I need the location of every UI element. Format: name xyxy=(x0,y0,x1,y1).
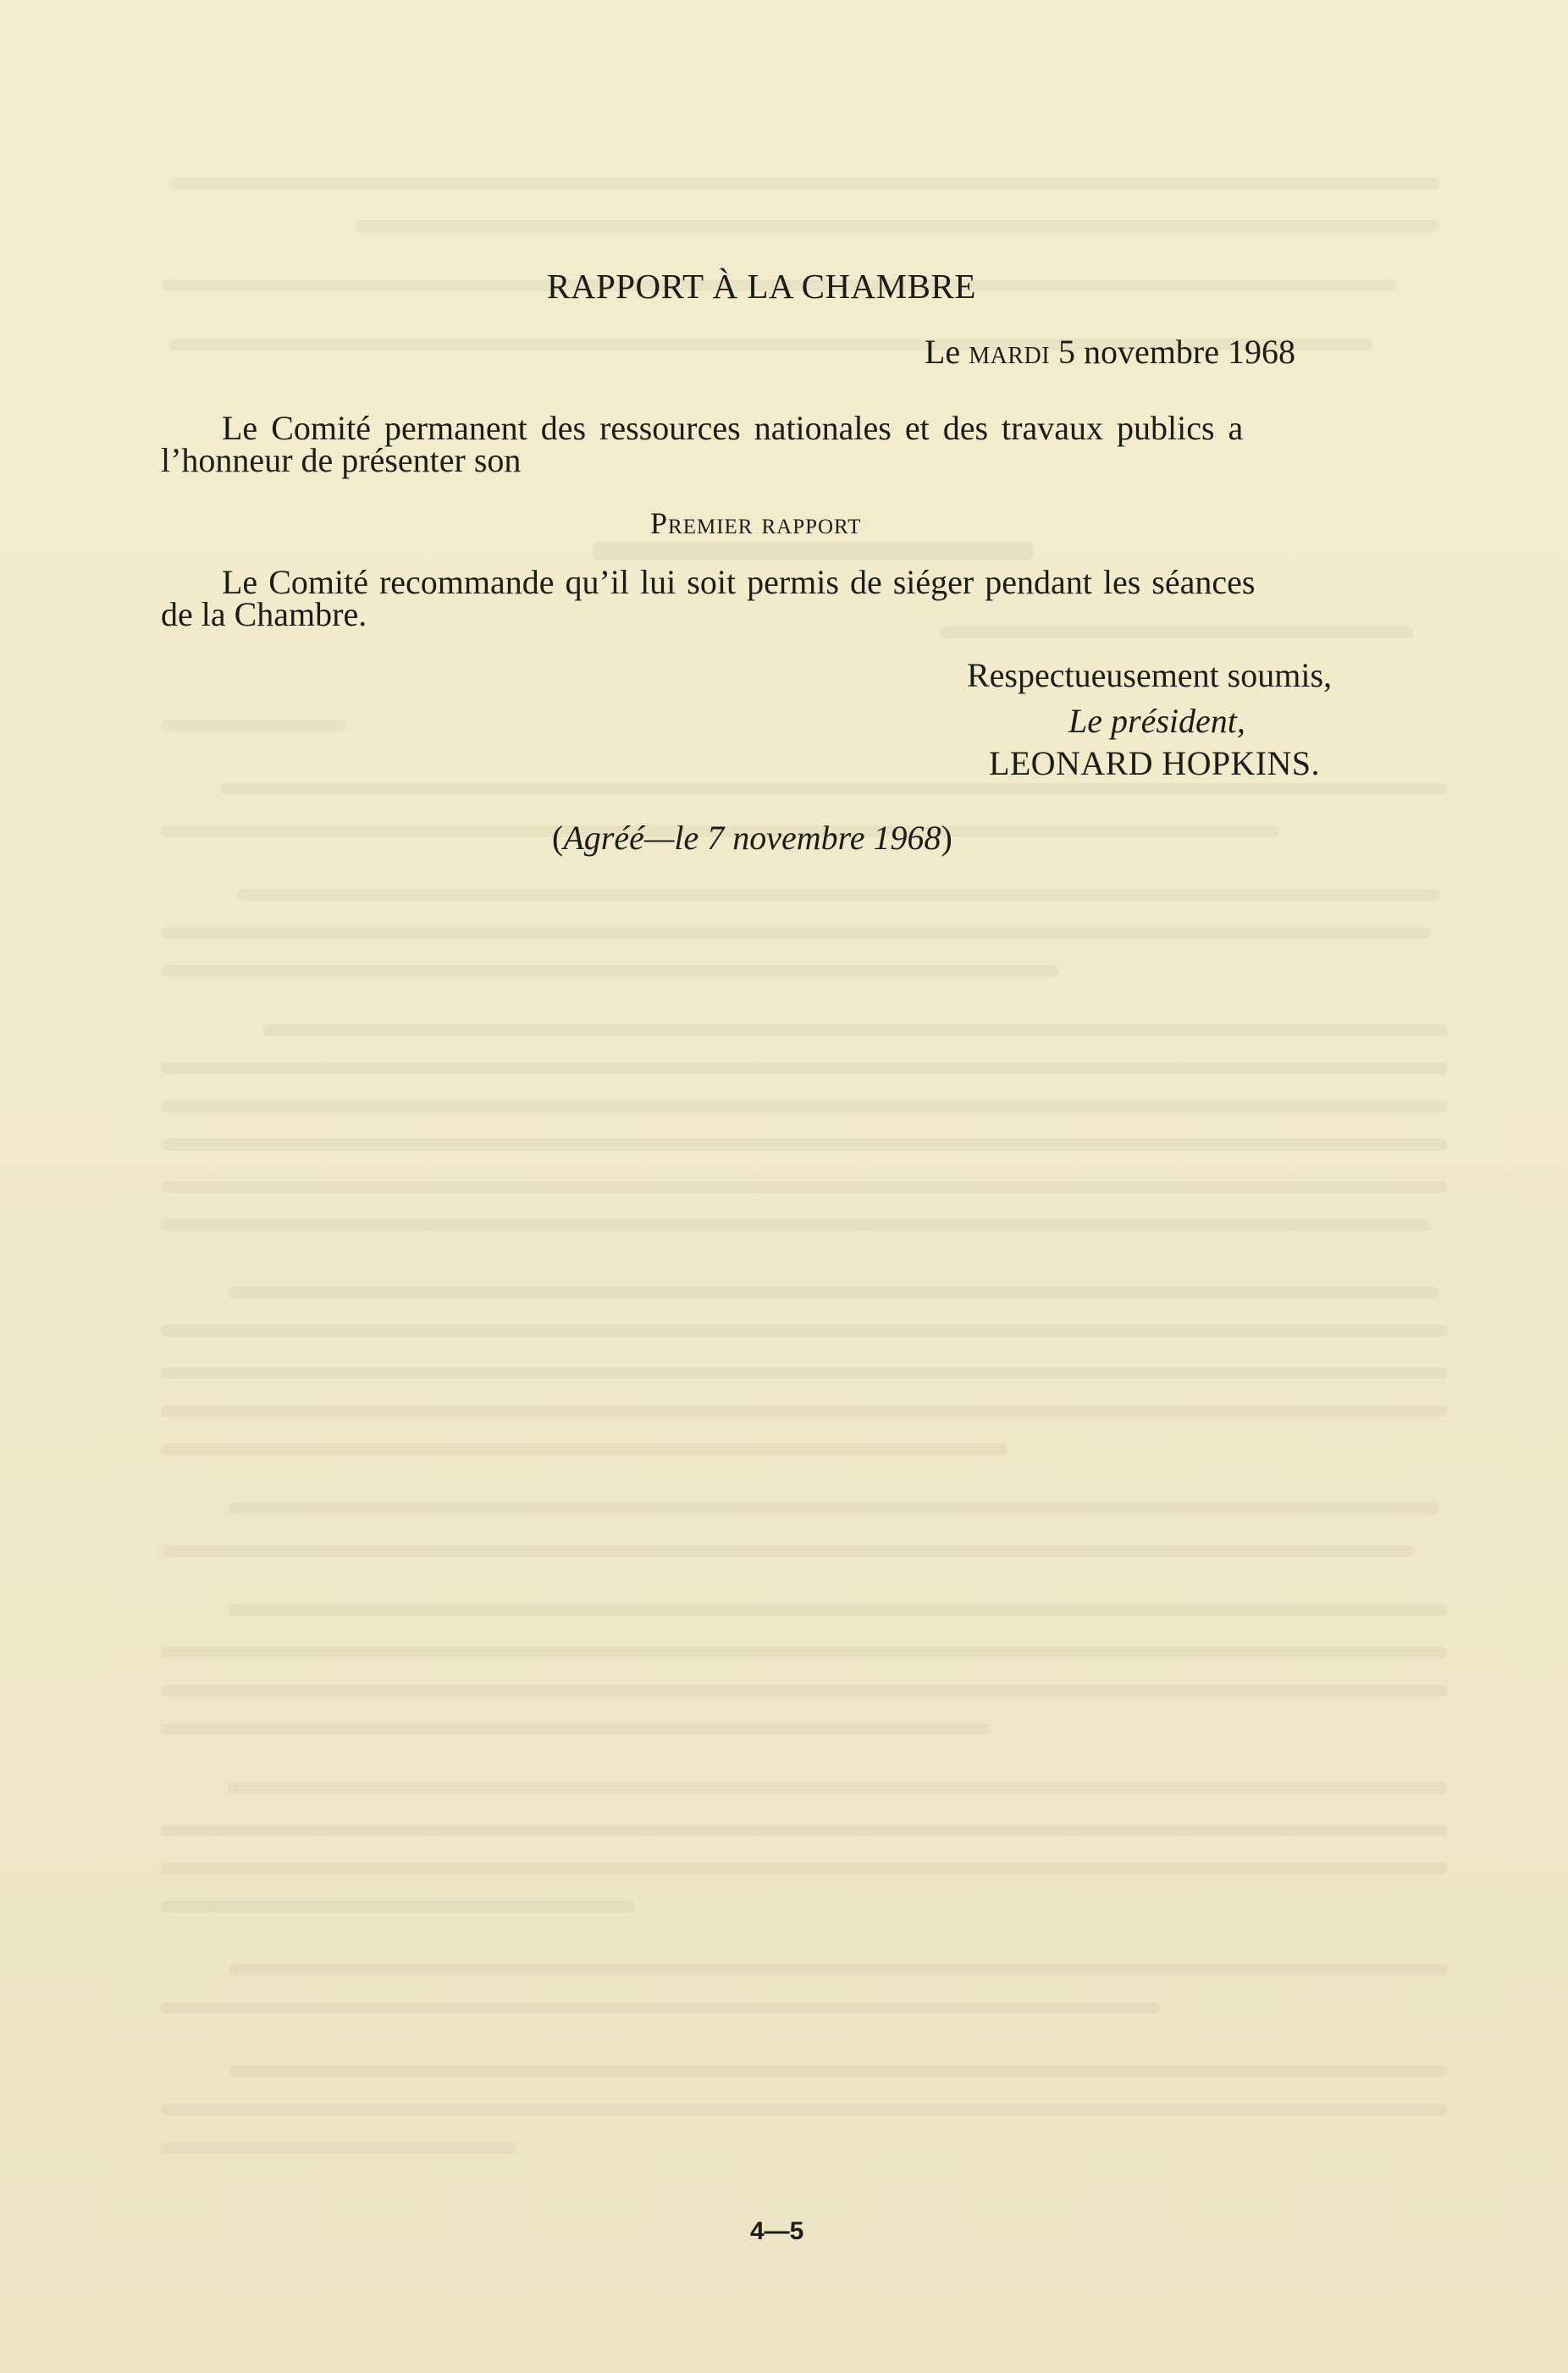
intro-line-2: l’honneur de présenter son xyxy=(161,441,522,479)
president-title: Le président, xyxy=(1068,702,1245,740)
report-title: Premier rapport xyxy=(650,506,862,540)
agreement-text: Agréé—le 7 novembre 1968 xyxy=(563,819,941,857)
report-heading: RAPPORT À LA CHAMBRE xyxy=(547,267,976,306)
recommendation-line-1: Le Comité recommande qu’il lui soit permis de siéger pendant les séances xyxy=(222,563,1256,601)
report-date xyxy=(925,332,1295,373)
intro-line-1: Le Comité permanent des ressources nationales et des travaux publics a xyxy=(222,409,1244,447)
date-rest: 5 novembre 1968 xyxy=(1050,333,1295,371)
agreement-open-paren: ( xyxy=(552,819,564,857)
page-number: 4—5 xyxy=(750,2217,804,2245)
agreement-note xyxy=(552,818,952,858)
closing-formula: Respectueusement soumis, xyxy=(967,656,1333,694)
signature-name: LEONARD HOPKINS. xyxy=(989,744,1320,782)
recommendation-line-2: de la Chambre. xyxy=(161,595,367,633)
agreement-close-paren: ) xyxy=(941,819,952,857)
date-prefix: Le xyxy=(925,333,969,371)
date-day: mardi xyxy=(969,333,1051,371)
